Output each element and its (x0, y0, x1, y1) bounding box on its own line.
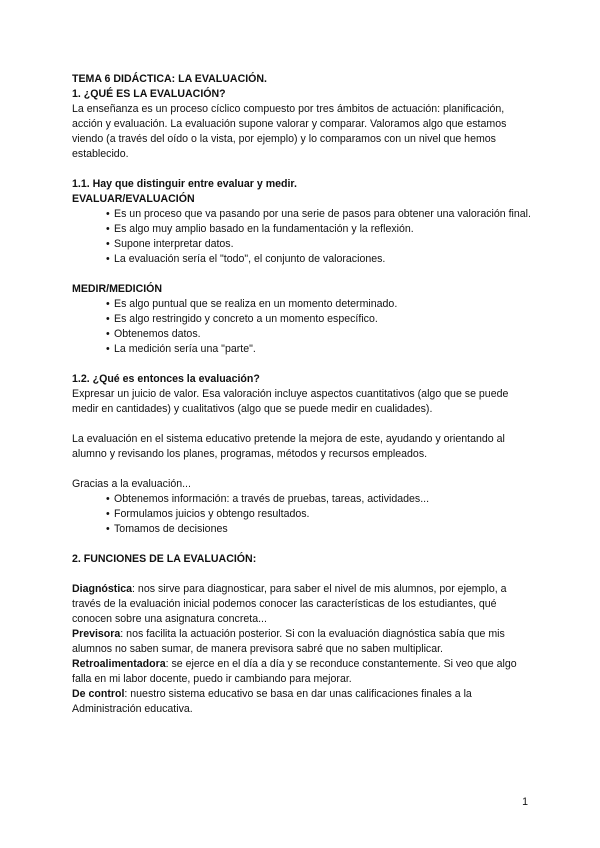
paragraph: La evaluación en el sistema educativo pretende la mejora de este, ayudando y orientando al alumno y revisando los planes, programas, métodos y recursos empleados. (72, 433, 505, 460)
list-item: • Obtenemos datos. (106, 327, 534, 342)
funcion-de-control (72, 687, 534, 717)
intro-paragraph: La enseñanza es un proceso cíclico compuesto por tres ámbitos de actuación: planificación, acción y evaluación. La evaluación supone valorar y comparar. Valoramos algo que estamos viendo (a través del oído o la vista, por ejemplo) y lo comparamos con un nivel que hemos establecido. (72, 103, 507, 160)
list-item: • La evaluación sería el "todo", el conjunto de valoraciones. (106, 252, 534, 267)
funcion-diagnostica (72, 582, 534, 627)
list-item: • Obtenemos información: a través de pruebas, tareas, actividades... (106, 492, 534, 507)
term: Previsora (72, 628, 121, 640)
list-item: • Es algo puntual que se realiza en un momento determinado. (106, 297, 534, 312)
term-text: : nos facilita la actuación posterior. Si con la evaluación diagnóstica sabía que mis alumnos no saben sumar, de manera previsora sabré que no saben multiplicar. (72, 628, 505, 655)
document-title: TEMA 6 DIDÁCTICA: LA EVALUACIÓN. (72, 73, 267, 85)
term-text: : se ejerce en el día a día y se reconduce constantemente. Si veo que algo falla en mi labor docente, puedo ir cambiando para mejorar. (72, 658, 517, 685)
heading-1-1: 1.1. Hay que distinguir entre evaluar y medir. (72, 178, 297, 190)
list-item: • Tomamos de decisiones (106, 522, 534, 537)
paragraph: Gracias a la evaluación... (72, 478, 191, 490)
list-item: • Es algo muy amplio basado en la fundamentación y la reflexión. (106, 222, 534, 237)
term: Retroalimentadora (72, 658, 166, 670)
heading-1: 1. ¿QUÉ ES LA EVALUACIÓN? (72, 88, 226, 100)
list-item: • Formulamos juicios y obtengo resultados. (106, 507, 534, 522)
list-item: • Supone interpretar datos. (106, 237, 534, 252)
term-text: : nuestro sistema educativo se basa en dar unas calificaciones finales a la Administración educativa. (72, 688, 472, 715)
page-number: 1 (522, 796, 528, 808)
funcion-previsora (72, 627, 534, 657)
funcion-retroalimentadora (72, 657, 534, 687)
list-item: • Es algo restringido y concreto a un momento específico. (106, 312, 534, 327)
term: De control (72, 688, 125, 700)
paragraph: Expresar un juicio de valor. Esa valoración incluye aspectos cuantitativos (algo que se puede medir en cantidades) y cualitativos (algo que se puede medir en cualidades). (72, 388, 509, 415)
evaluar-list (72, 207, 534, 267)
evaluar-label: EVALUAR/EVALUACIÓN (72, 193, 195, 205)
term-text: : nos sirve para diagnosticar, para saber el nivel de mis alumnos, por ejemplo, a través de la evaluación inicial podemos conocer las características de los estudiantes, qué conocen sobre una asignatura concreta... (72, 583, 507, 625)
medir-label: MEDIR/MEDICIÓN (72, 283, 163, 295)
list-item: • Es un proceso que va pasando por una serie de pasos para obtener una valoración final. (106, 207, 534, 222)
heading-1-2: 1.2. ¿Qué es entonces la evaluación? (72, 373, 260, 385)
list-item: • La medición sería una "parte". (106, 342, 534, 357)
gracias-list (72, 492, 534, 537)
document-body (72, 72, 534, 717)
medir-list (72, 297, 534, 357)
heading-2: 2. FUNCIONES DE LA EVALUACIÓN: (72, 553, 257, 565)
term: Diagnóstica (72, 583, 133, 595)
